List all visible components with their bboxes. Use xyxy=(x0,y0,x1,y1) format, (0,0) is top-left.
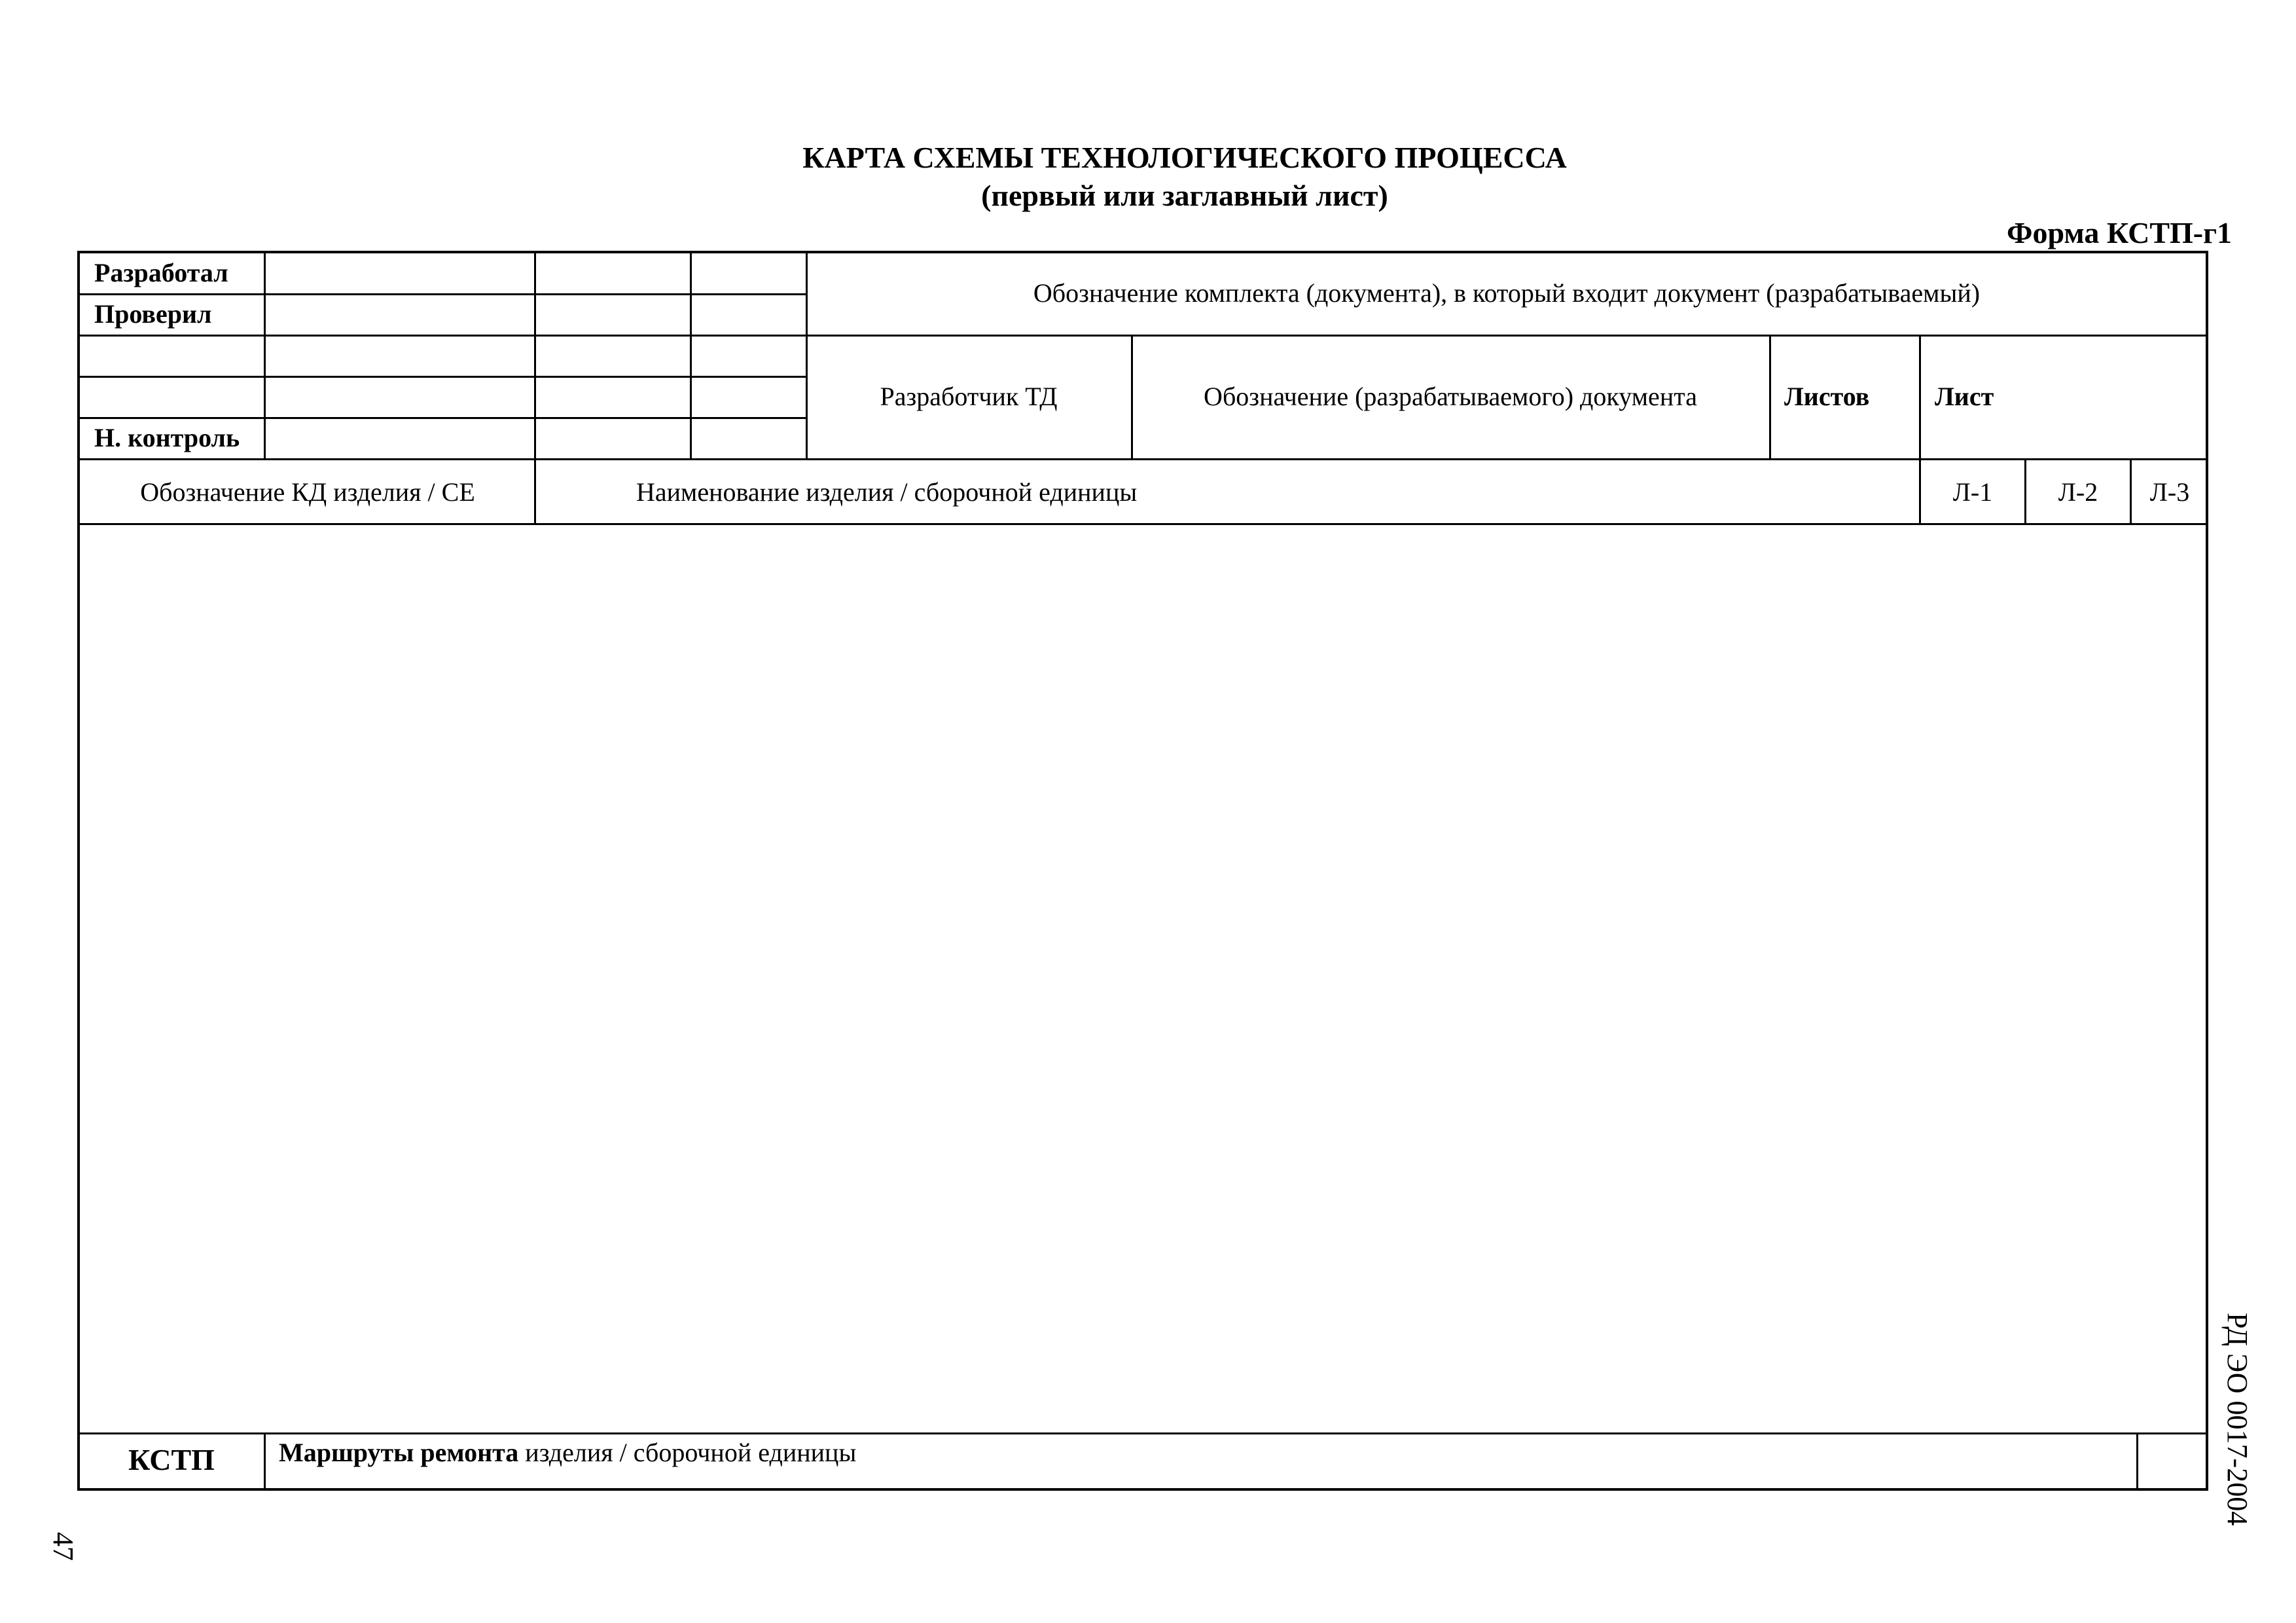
page-subtitle: (первый или заглавный лист) xyxy=(981,179,1388,212)
page-number: 47 xyxy=(47,1532,79,1561)
kd-designation-label: Обозначение КД изделия / СЕ xyxy=(140,477,475,507)
form-frame xyxy=(77,251,2208,1491)
td-developer-label: Разработчик ТД xyxy=(880,382,1058,411)
footer-code: КСТП xyxy=(128,1443,215,1476)
doc-designation-label: Обозначение (разрабатываемого) документа xyxy=(1204,382,1697,411)
sheets-label: Листов xyxy=(1784,382,1870,411)
form-code: Форма КСТП-г1 xyxy=(2006,216,2232,249)
sheet-l2-label: Л-2 xyxy=(2058,477,2098,507)
sheet-label: Лист xyxy=(1935,382,1994,411)
checked-label: Проверил xyxy=(94,299,212,329)
sheet-l3-label: Л-3 xyxy=(2149,477,2190,507)
standard-code: РД ЭО 0017-2004 xyxy=(2221,1313,2253,1526)
set-designation-label: Обозначение комплекта (документа), в который входит документ (разрабатываемый) xyxy=(1033,278,1981,308)
developed-label: Разработал xyxy=(94,258,228,287)
sheet-l1-label: Л-1 xyxy=(1952,477,1993,507)
page-title: КАРТА СХЕМЫ ТЕХНОЛОГИЧЕСКОГО ПРОЦЕССА xyxy=(802,141,1567,174)
scheme-area xyxy=(80,525,2207,1432)
norm-control-label: Н. контроль xyxy=(94,423,240,452)
footer-routes-bold: Маршруты ремонта xyxy=(279,1438,519,1467)
footer-routes xyxy=(279,1440,856,1466)
product-name-label: Наименование изделия / сборочной единицы xyxy=(636,477,1138,507)
footer-routes-rest: изделия / сборочной единицы xyxy=(518,1438,857,1467)
